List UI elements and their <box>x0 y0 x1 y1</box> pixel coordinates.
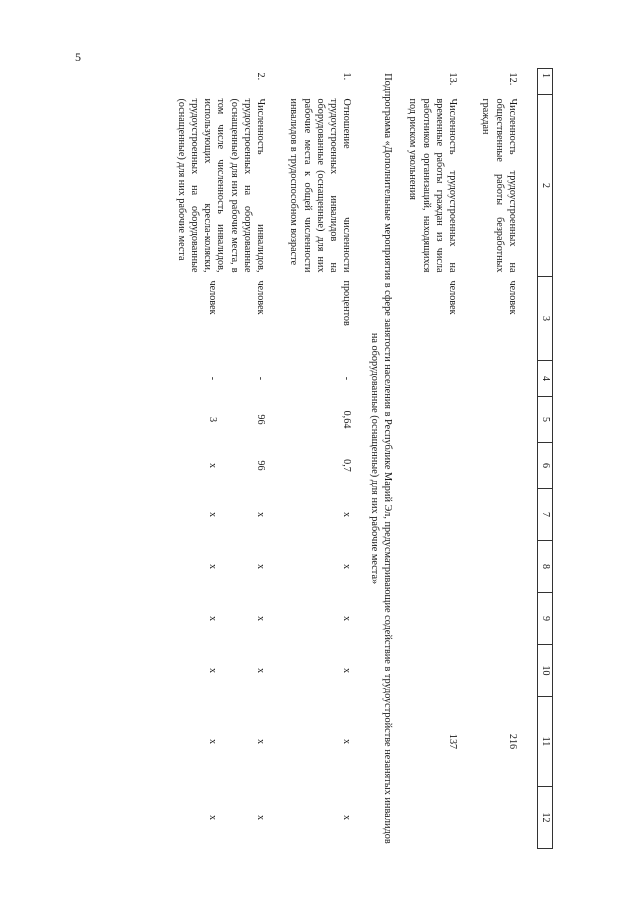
col-header: 2 <box>538 95 553 277</box>
indicator-name: Численность трудоустроенных на временные работы граждан из числа работников организаций, находящихся под риском увольнения <box>407 98 459 273</box>
value-cell <box>477 787 521 849</box>
row-number: 13. <box>447 72 459 86</box>
col-header: 1 <box>538 69 553 95</box>
row-number: 2. <box>255 72 267 81</box>
subprogram-heading-row <box>356 69 405 849</box>
value-cell: x <box>341 667 353 674</box>
value-cell: x <box>341 814 353 821</box>
col-header: 12 <box>538 787 553 849</box>
value-cell: x <box>255 814 267 821</box>
value-cell: x <box>206 511 218 518</box>
value-cell: x <box>341 511 353 518</box>
value-cell <box>477 593 521 645</box>
unit-cell: человек <box>507 280 518 315</box>
value-cell: x <box>255 615 267 622</box>
value-cell <box>404 593 461 645</box>
value-cell: x <box>206 814 218 821</box>
value-cell: - <box>341 376 353 381</box>
page-number: 5 <box>75 50 81 64</box>
value-cell: x <box>255 563 267 570</box>
value-cell <box>404 489 461 541</box>
col-header: 3 <box>538 277 553 361</box>
value-cell <box>404 541 461 593</box>
value-cell: x <box>341 738 353 745</box>
value-cell <box>404 645 461 697</box>
value-cell: x <box>206 667 218 674</box>
indicator-name: Численность инвалидов, трудоустроенных на оборудованные (оснащенные) для них рабочие места, в том числе численность инвалидов, использующих кресла-коляски, трудоустроенных на оборудованные (оснащенные) для них рабочие места <box>175 98 267 273</box>
value-cell <box>404 397 461 443</box>
value-cell: 96 <box>255 414 267 425</box>
col-header: 10 <box>538 645 553 697</box>
indicator-name: Численность трудоустроенных на общественные работы безработных граждан <box>480 98 518 273</box>
value-cell: x <box>206 738 218 745</box>
value-cell <box>477 443 521 489</box>
col-header: 6 <box>538 443 553 489</box>
value-cell <box>477 541 521 593</box>
value-cell: x <box>206 462 218 469</box>
value-cell: 137 <box>447 733 459 750</box>
value-cell: x <box>206 563 218 570</box>
indicators-table <box>173 68 554 849</box>
value-cell <box>477 489 521 541</box>
value-cell: x <box>255 738 267 745</box>
unit-cell: человек <box>447 280 459 315</box>
unit-cell: процентов <box>341 280 353 326</box>
value-cell: 96 <box>255 460 267 471</box>
subprogram-title: Подпрограмма «Дополнительные мероприятия в сфере занятости населения в Республике Марий Эл, предусматривающие содействие в трудоустройстве незанятых инвалидов на оборудованные (оснащенные) для них рабочие места» <box>368 73 394 844</box>
row-number: 1. <box>341 72 353 81</box>
value-cell <box>477 397 521 443</box>
value-cell: - <box>255 376 267 381</box>
value-cell: x <box>341 563 353 570</box>
col-header: 11 <box>538 697 553 787</box>
rotated-page-content <box>97 68 553 848</box>
col-header: 7 <box>538 489 553 541</box>
value-cell: 0,7 <box>341 459 353 472</box>
value-cell <box>477 361 521 397</box>
value-cell: x <box>255 511 267 518</box>
table-row <box>404 69 461 849</box>
col-header: 9 <box>538 593 553 645</box>
unit-cell: человек <box>206 280 218 315</box>
unit-cell: человек <box>255 280 267 315</box>
value-cell <box>404 443 461 489</box>
value-cell <box>404 787 461 849</box>
table-row <box>477 69 521 849</box>
column-number-header <box>538 69 553 849</box>
col-header: 4 <box>538 361 553 397</box>
value-cell: x <box>255 667 267 674</box>
value-cell: - <box>206 376 218 381</box>
value-cell: x <box>341 615 353 622</box>
value-cell: x <box>206 615 218 622</box>
indicator-name: Отношение численности трудоустроенных инвалидов на оборудованные (оснащенные) для них рабочие места к общей численности инвалидов в трудоспособном возрасте <box>288 98 353 273</box>
col-header: 8 <box>538 541 553 593</box>
value-cell: 0,64 <box>341 410 353 429</box>
table-row <box>221 69 269 849</box>
col-header: 5 <box>538 397 553 443</box>
row-number: 12. <box>507 72 518 86</box>
value-cell <box>404 361 461 397</box>
table-row <box>285 69 355 849</box>
value-cell: 3 <box>206 416 218 423</box>
value-cell: 216 <box>507 733 518 750</box>
value-cell <box>477 645 521 697</box>
